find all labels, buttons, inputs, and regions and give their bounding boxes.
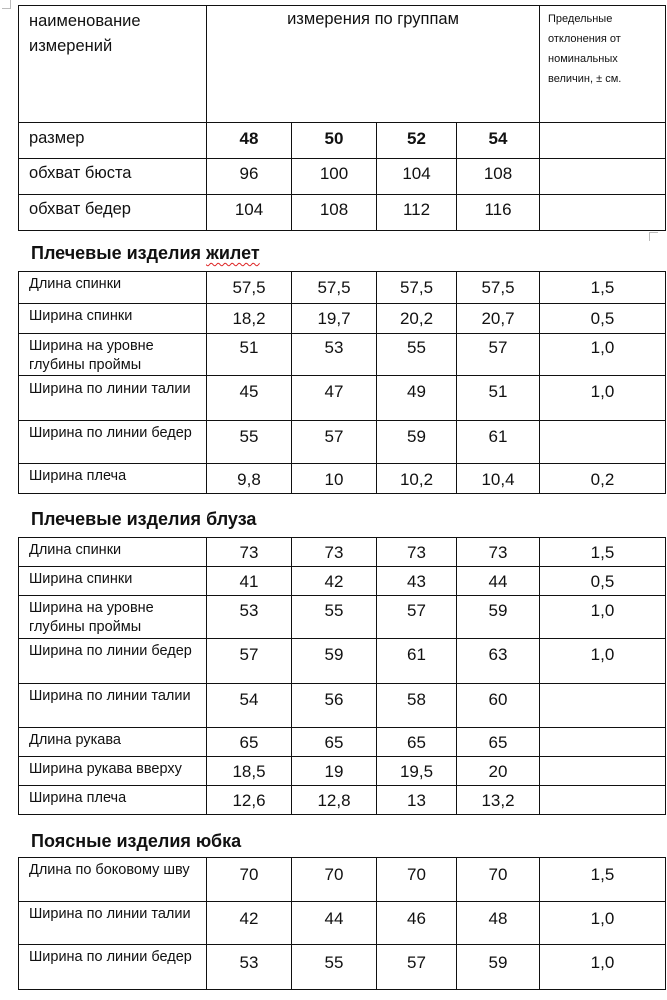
table-row (19, 945, 666, 990)
table-row (19, 334, 666, 376)
value-cell: 18,5 (207, 757, 292, 786)
row-label: Ширина на уровне глубины проймы (19, 334, 207, 376)
value-cell: 57,5 (207, 272, 292, 304)
value-cell: 43 (377, 567, 457, 596)
table-row (19, 123, 666, 159)
row-label: Длина спинки (19, 272, 207, 304)
value-cell: 57 (377, 596, 457, 639)
row-label: Ширина по линии бедер (19, 945, 207, 990)
value-cell: 10 (292, 464, 377, 494)
value-cell: 45 (207, 376, 292, 421)
tolerance-cell: 1,0 (540, 334, 666, 376)
value-cell: 70 (457, 858, 540, 902)
value-cell: 10,4 (457, 464, 540, 494)
value-cell: 57 (457, 334, 540, 376)
value-cell: 53 (207, 945, 292, 990)
table-row (19, 195, 666, 231)
value-cell: 20,7 (457, 304, 540, 334)
table-row (19, 728, 666, 757)
header-groups (207, 6, 540, 123)
value-cell: 63 (457, 639, 540, 684)
value-cell: 50 (292, 123, 377, 159)
table-row (19, 786, 666, 815)
value-cell: 13 (377, 786, 457, 815)
table-row (19, 858, 666, 902)
row-label: Ширина по линии бедер (19, 421, 207, 464)
value-cell: 48 (207, 123, 292, 159)
value-cell: 57 (207, 639, 292, 684)
tolerance-cell (540, 421, 666, 464)
value-cell: 47 (292, 376, 377, 421)
header-tolerance (540, 6, 666, 123)
value-cell: 65 (207, 728, 292, 757)
value-cell: 20,2 (377, 304, 457, 334)
section-title-tail: юбка (195, 831, 242, 851)
tolerance-cell: 1,5 (540, 538, 666, 567)
table-row (19, 376, 666, 421)
value-cell: 55 (377, 334, 457, 376)
value-cell: 44 (292, 902, 377, 945)
value-cell: 19,7 (292, 304, 377, 334)
value-cell: 59 (377, 421, 457, 464)
value-cell: 55 (207, 421, 292, 464)
value-cell: 70 (377, 858, 457, 902)
value-cell: 46 (377, 902, 457, 945)
value-cell: 56 (292, 684, 377, 728)
blouse-table (18, 537, 666, 815)
table-row (19, 159, 666, 195)
value-cell: 100 (292, 159, 377, 195)
value-cell: 48 (457, 902, 540, 945)
tolerance-cell (540, 786, 666, 815)
value-cell: 41 (207, 567, 292, 596)
value-cell: 73 (207, 538, 292, 567)
section-title-tail: жилет (206, 243, 260, 263)
section-title-tail: блуза (206, 509, 257, 529)
value-cell: 57,5 (457, 272, 540, 304)
row-label: Длина рукава (19, 728, 207, 757)
value-cell: 104 (207, 195, 292, 231)
row-label: Ширина по линии талии (19, 684, 207, 728)
value-cell: 65 (292, 728, 377, 757)
value-cell: 53 (207, 596, 292, 639)
table-row (19, 304, 666, 334)
row-label: Ширина по линии талии (19, 902, 207, 945)
section-title-vest (31, 243, 260, 264)
header-table (18, 5, 666, 231)
value-cell: 12,6 (207, 786, 292, 815)
value-cell: 61 (457, 421, 540, 464)
table-row (19, 538, 666, 567)
value-cell: 19,5 (377, 757, 457, 786)
skirt-table (18, 857, 666, 990)
header-groups-text: измерения по группам (287, 10, 459, 28)
value-cell: 51 (207, 334, 292, 376)
table-row (19, 757, 666, 786)
value-cell: 104 (377, 159, 457, 195)
row-label: Ширина по линии талии (19, 376, 207, 421)
value-cell: 57,5 (292, 272, 377, 304)
page-corner-mark (2, 0, 11, 9)
tolerance-cell: 0,5 (540, 304, 666, 334)
value-cell: 57 (377, 945, 457, 990)
value-cell: 42 (207, 902, 292, 945)
value-cell: 65 (377, 728, 457, 757)
value-cell: 116 (457, 195, 540, 231)
value-cell: 13,2 (457, 786, 540, 815)
tolerance-cell: 1,0 (540, 945, 666, 990)
tolerance-cell: 1,5 (540, 272, 666, 304)
value-cell: 57 (292, 421, 377, 464)
value-cell: 54 (207, 684, 292, 728)
tolerance-cell (540, 123, 666, 159)
row-label: Ширина плеча (19, 786, 207, 815)
value-cell: 53 (292, 334, 377, 376)
value-cell: 55 (292, 945, 377, 990)
value-cell: 42 (292, 567, 377, 596)
value-cell: 108 (457, 159, 540, 195)
page-corner-mark-right (649, 232, 658, 241)
value-cell: 60 (457, 684, 540, 728)
value-cell: 70 (292, 858, 377, 902)
value-cell: 112 (377, 195, 457, 231)
value-cell: 59 (457, 596, 540, 639)
value-cell: 55 (292, 596, 377, 639)
value-cell: 18,2 (207, 304, 292, 334)
table-row (19, 902, 666, 945)
row-label: Ширина плеча (19, 464, 207, 494)
value-cell: 59 (457, 945, 540, 990)
table-row (19, 272, 666, 304)
row-label: Ширина спинки (19, 567, 207, 596)
tolerance-cell (540, 728, 666, 757)
section-title-blouse (31, 509, 256, 530)
section-title-main: Плечевые изделия (31, 509, 207, 529)
value-cell: 57,5 (377, 272, 457, 304)
value-cell: 20 (457, 757, 540, 786)
row-label: Ширина по линии бедер (19, 639, 207, 684)
value-cell: 54 (457, 123, 540, 159)
value-cell: 44 (457, 567, 540, 596)
row-label: Длина спинки (19, 538, 207, 567)
row-label: Ширина рукава вверху (19, 757, 207, 786)
tolerance-cell: 1,0 (540, 596, 666, 639)
value-cell: 51 (457, 376, 540, 421)
value-cell: 59 (292, 639, 377, 684)
header-measure-name (19, 6, 207, 123)
value-cell: 73 (457, 538, 540, 567)
value-cell: 73 (377, 538, 457, 567)
tolerance-cell (540, 159, 666, 195)
value-cell: 61 (377, 639, 457, 684)
value-cell: 9,8 (207, 464, 292, 494)
table-row (19, 596, 666, 639)
table-row (19, 567, 666, 596)
value-cell: 12,8 (292, 786, 377, 815)
value-cell: 19 (292, 757, 377, 786)
tolerance-cell: 1,0 (540, 902, 666, 945)
header-tolerance-text: Предельные отклонения от номинальных величин, ± см. (548, 13, 622, 85)
row-label: обхват бедер (19, 195, 207, 231)
row-label: Длина по боковому шву (19, 858, 207, 902)
header-measure-name-text: наименование измерений (29, 12, 141, 55)
tolerance-cell (540, 684, 666, 728)
row-label: Ширина на уровне глубины проймы (19, 596, 207, 639)
table-row (19, 639, 666, 684)
tolerance-cell: 1,0 (540, 639, 666, 684)
value-cell: 49 (377, 376, 457, 421)
row-label: размер (19, 123, 207, 159)
table-row (19, 464, 666, 494)
tolerance-cell (540, 195, 666, 231)
value-cell: 65 (457, 728, 540, 757)
tolerance-cell: 1,5 (540, 858, 666, 902)
row-label: обхват бюста (19, 159, 207, 195)
value-cell: 108 (292, 195, 377, 231)
value-cell: 52 (377, 123, 457, 159)
section-title-main: Поясные изделия (31, 831, 196, 851)
tolerance-cell: 0,5 (540, 567, 666, 596)
vest-table (18, 271, 666, 494)
section-title-skirt (31, 831, 241, 852)
tolerance-cell: 1,0 (540, 376, 666, 421)
value-cell: 58 (377, 684, 457, 728)
tolerance-cell: 0,2 (540, 464, 666, 494)
value-cell: 10,2 (377, 464, 457, 494)
value-cell: 96 (207, 159, 292, 195)
table-row (19, 684, 666, 728)
section-title-main: Плечевые изделия (31, 243, 207, 263)
table-row (19, 421, 666, 464)
value-cell: 73 (292, 538, 377, 567)
value-cell: 70 (207, 858, 292, 902)
row-label: Ширина спинки (19, 304, 207, 334)
tolerance-cell (540, 757, 666, 786)
